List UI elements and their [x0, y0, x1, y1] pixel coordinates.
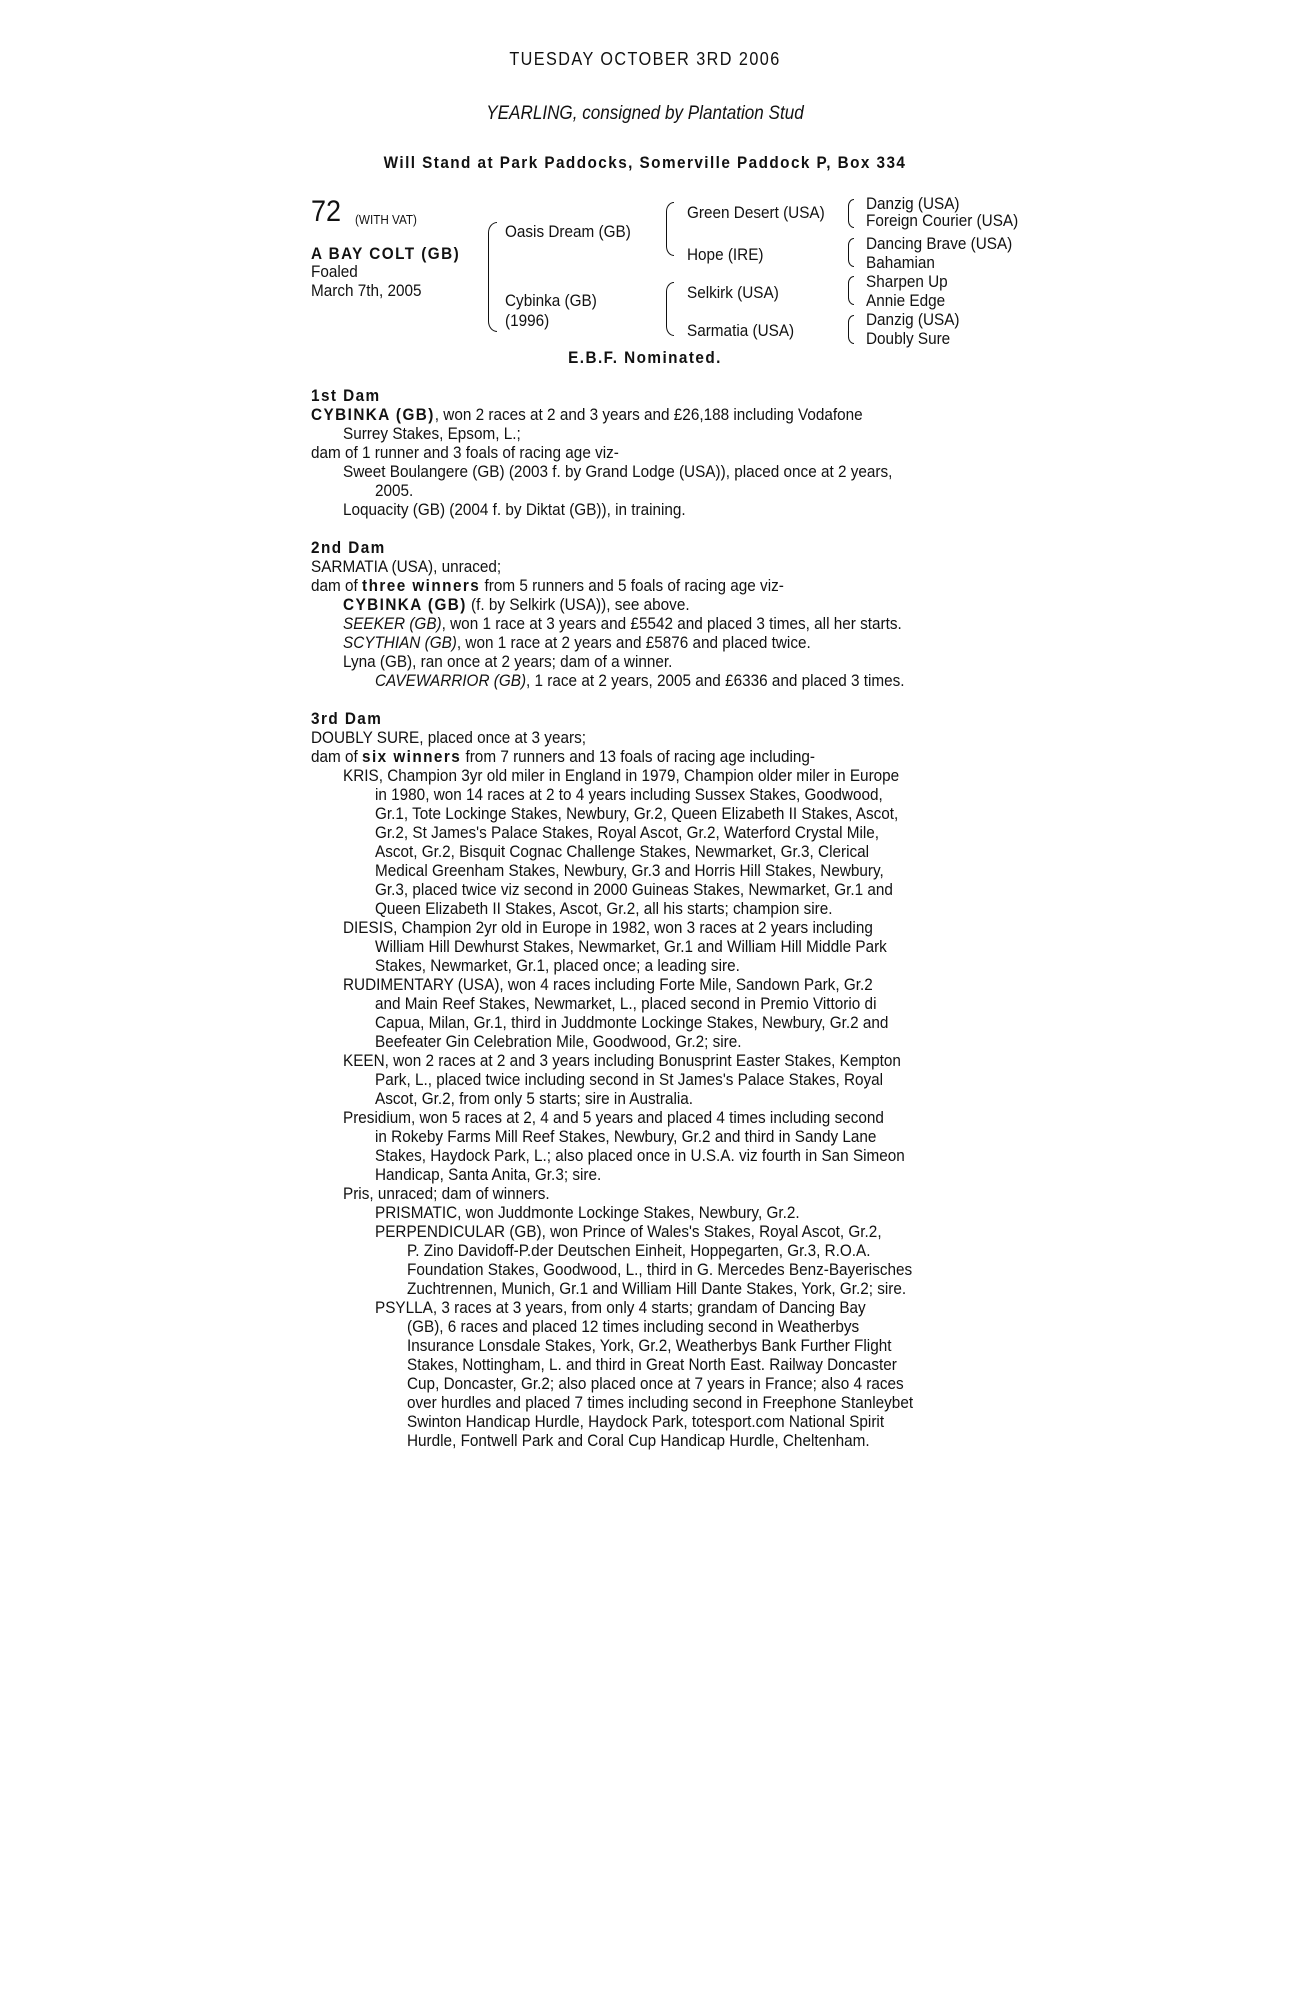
perpendicular-line-2: P. Zino Davidoff-P.der Deutschen Einheit, Hoppegarten, Gr.3, R.O.A.: [407, 1241, 871, 1260]
rudimentary-line-4: Beefeater Gin Celebration Mile, Goodwood, Gr.2; sire.: [375, 1032, 742, 1051]
second-dam-line-3: CYBINKA (GB) (f. by Selkirk (USA)), see above.: [343, 595, 690, 614]
keen-line-3: Ascot, Gr.2, from only 5 starts; sire in Australia.: [375, 1089, 694, 1108]
third-dam-heading: 3rd Dam: [311, 709, 383, 728]
second-dam-line-4: SEEKER (GB), won 1 race at 3 years and £5542 and placed 3 times, all her starts.: [343, 614, 902, 633]
rudimentary-line-1: RUDIMENTARY (USA), won 4 races including Forte Mile, Sandown Park, Gr.2: [343, 975, 873, 994]
diesis-line-3: Stakes, Newmarket, Gr.1, placed once; a leading sire.: [375, 956, 740, 975]
second-dam-line-7: CAVEWARRIOR (GB), 1 race at 2 years, 2005 and £6336 and placed 3 times.: [375, 671, 905, 690]
pedigree-g7: Danzig (USA): [866, 310, 960, 329]
sale-date: TUESDAY OCTOBER 3RD 2006: [509, 49, 781, 69]
cybinka-name: CYBINKA (GB): [311, 405, 435, 424]
second-dam-heading: 2nd Dam: [311, 538, 386, 557]
psylla-line-6: over hurdles and placed 7 times including second in Freephone Stanleybet: [407, 1393, 914, 1412]
second-dam-line-6: Lyna (GB), ran once at 2 years; dam of a winner.: [343, 652, 673, 671]
perpendicular-line-3: Foundation Stakes, Goodwood, L., third in G. Mercedes Benz-Bayerisches: [407, 1260, 913, 1279]
kris-line-3: Gr.1, Tote Lockinge Stakes, Newbury, Gr.2, Queen Elizabeth II Stakes, Ascot,: [375, 804, 899, 823]
keen-line-2: Park, L., placed twice including second in St James's Palace Stakes, Royal: [375, 1070, 884, 1089]
pedigree-dam: Cybinka (GB): [505, 291, 597, 310]
selkirk-brace: [848, 276, 854, 305]
perpendicular-line-1: PERPENDICULAR (GB), won Prince of Wales's Stakes, Royal Ascot, Gr.2,: [375, 1222, 882, 1241]
pedigree-g1: Danzig (USA): [866, 194, 960, 213]
consignment-line: YEARLING, consigned by Plantation Stud: [486, 103, 804, 124]
pedigree-g6: Annie Edge: [866, 291, 946, 310]
foaled-date: March 7th, 2005: [311, 281, 422, 300]
pedigree-g5: Sharpen Up: [866, 272, 948, 291]
presidium-line-2: in Rokeby Farms Mill Reef Stakes, Newbury, Gr.2 and third in Sandy Lane: [375, 1127, 877, 1146]
psylla-line-7: Swinton Handicap Hurdle, Haydock Park, totesport.com National Spirit: [407, 1412, 885, 1431]
pedigree-g3: Dancing Brave (USA): [866, 234, 1013, 253]
kris-line-4: Gr.2, St James's Palace Stakes, Royal Ascot, Gr.2, Waterford Crystal Mile,: [375, 823, 880, 842]
pris-line: Pris, unraced; dam of winners.: [343, 1184, 550, 1203]
first-dam-line-2: Surrey Stakes, Epsom, L.;: [343, 424, 521, 443]
third-dam-line-2: dam of six winners from 7 runners and 13 foals of racing age including-: [311, 747, 816, 766]
ebf-nominated: E.B.F. Nominated.: [568, 348, 722, 367]
first-dam-line-3: dam of 1 runner and 3 foals of racing age viz-: [311, 443, 619, 462]
diesis-line-1: DIESIS, Champion 2yr old in Europe in 1982, won 3 races at 2 years including: [343, 918, 873, 937]
perpendicular-line-4: Zuchtrennen, Munich, Gr.1 and William Hill Dante Stakes, York, Gr.2; sire.: [407, 1279, 907, 1298]
kris-line-7: Gr.3, placed twice viz second in 2000 Guineas Stakes, Newmarket, Gr.1 and: [375, 880, 893, 899]
pedigree-dam-year: (1996): [505, 311, 550, 330]
pedigree-sire: Oasis Dream (GB): [505, 222, 631, 241]
keen-line-1: KEEN, won 2 races at 2 and 3 years including Bonusprint Easter Stakes, Kempton: [343, 1051, 901, 1070]
sarmatia-brace: [848, 315, 854, 344]
psylla-line-1: PSYLLA, 3 races at 3 years, from only 4 starts; grandam of Dancing Bay: [375, 1298, 866, 1317]
kris-line-5: Ascot, Gr.2, Bisquit Cognac Challenge Stakes, Newmarket, Gr.3, Clerical: [375, 842, 870, 861]
pedigree-g2: Foreign Courier (USA): [866, 211, 1019, 230]
foaled-label: Foaled: [311, 262, 358, 281]
presidium-line-1: Presidium, won 5 races at 2, 4 and 5 years and placed 4 times including second: [343, 1108, 884, 1127]
rudimentary-line-3: Capua, Milan, Gr.1, third in Juddmonte Lockinge Stakes, Newbury, Gr.2 and: [375, 1013, 889, 1032]
diesis-line-2: William Hill Dewhurst Stakes, Newmarket, Gr.1 and William Hill Middle Park: [375, 937, 887, 956]
psylla-line-2: (GB), 6 races and placed 12 times including second in Weatherbys: [407, 1317, 860, 1336]
presidium-line-4: Handicap, Santa Anita, Gr.3; sire.: [375, 1165, 602, 1184]
first-dam-line-5: 2005.: [375, 481, 414, 500]
psylla-line-8: Hurdle, Fontwell Park and Coral Cup Handicap Hurdle, Cheltenham.: [407, 1431, 870, 1450]
pedigree-dam-sire: Selkirk (USA): [687, 283, 779, 302]
vat-label: (WITH VAT): [355, 212, 417, 227]
third-dam-line-1: DOUBLY SURE, placed once at 3 years;: [311, 728, 586, 747]
first-dam-line-1: CYBINKA (GB), won 2 races at 2 and 3 years and £26,188 including Vodafone: [311, 405, 863, 424]
pedigree-main-brace: [488, 222, 497, 332]
pedigree-g4: Bahamian: [866, 253, 935, 272]
kris-line-2: in 1980, won 14 races at 2 to 4 years including Sussex Stakes, Goodwood,: [375, 785, 883, 804]
prismatic-line: PRISMATIC, won Juddmonte Lockinge Stakes, Newbury, Gr.2.: [375, 1203, 800, 1222]
psylla-line-5: Cup, Doncaster, Gr.2; also placed once at 7 years in France; also 4 races: [407, 1374, 904, 1393]
second-dam-line-2: dam of three winners from 5 runners and 5 foals of racing age viz-: [311, 576, 784, 595]
pedigree-sire-dam: Hope (IRE): [687, 245, 764, 264]
first-dam-heading: 1st Dam: [311, 386, 381, 405]
kris-line-1: KRIS, Champion 3yr old miler in England in 1979, Champion older miler in Europe: [343, 766, 900, 785]
first-dam-line-6: Loquacity (GB) (2004 f. by Diktat (GB)), in training.: [343, 500, 686, 519]
psylla-line-3: Insurance Lonsdale Stakes, York, Gr.2, Weatherbys Bank Further Flight: [407, 1336, 892, 1355]
pedigree-g8: Doubly Sure: [866, 329, 951, 348]
lot-number: 72: [311, 195, 342, 228]
first-dam-line-4: Sweet Boulangere (GB) (2003 f. by Grand Lodge (USA)), placed once at 2 years,: [343, 462, 893, 481]
hope-brace: [848, 238, 854, 267]
stand-location: Will Stand at Park Paddocks, Somerville Paddock P, Box 334: [383, 153, 907, 172]
lot-description: A BAY COLT (GB): [311, 244, 461, 263]
dam-brace: [666, 282, 674, 336]
green-desert-brace: [848, 199, 854, 228]
pedigree-sire-sire: Green Desert (USA): [687, 203, 825, 222]
sire-brace: [666, 202, 674, 256]
second-dam-line-1: SARMATIA (USA), unraced;: [311, 557, 502, 576]
presidium-line-3: Stakes, Haydock Park, L.; also placed once in U.S.A. viz fourth in San Simeon: [375, 1146, 905, 1165]
rudimentary-line-2: and Main Reef Stakes, Newmarket, L., placed second in Premio Vittorio di: [375, 994, 877, 1013]
kris-line-6: Medical Greenham Stakes, Newbury, Gr.3 and Horris Hill Stakes, Newbury,: [375, 861, 884, 880]
second-dam-line-5: SCYTHIAN (GB), won 1 race at 2 years and £5876 and placed twice.: [343, 633, 811, 652]
kris-line-8: Queen Elizabeth II Stakes, Ascot, Gr.2, all his starts; champion sire.: [375, 899, 833, 918]
pedigree-dam-dam: Sarmatia (USA): [687, 321, 795, 340]
psylla-line-4: Stakes, Nottingham, L. and third in Great North East. Railway Doncaster: [407, 1355, 897, 1374]
